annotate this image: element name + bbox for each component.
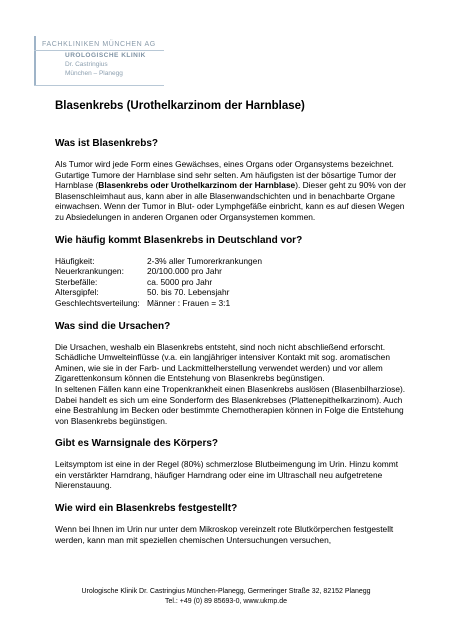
footer-contact: Tel.: +49 (0) 89 85693-0, www.ukmp.de bbox=[165, 597, 287, 605]
section-heading: Wie häufig kommt Blasenkrebs in Deutschland vor? bbox=[55, 234, 303, 246]
section-paragraph: Leitsymptom ist eine in der Regel (80%) schmerzlose Blutbeimengung im Urin. Hinzu kommt ein verstärkter Harndrang, häufiger Harndrang oder eine im Ultraschall neu aufgetretene Nierenstauung. bbox=[55, 459, 399, 491]
clinic-logo bbox=[34, 36, 164, 86]
stats-row bbox=[55, 287, 410, 298]
stats-value: ca. 5000 pro Jahr bbox=[147, 276, 213, 287]
stats-key: Häufigkeit: bbox=[55, 255, 95, 266]
text-span: Als Tumor wird jede Form eines Gewächses, eines Organs oder Organsystems bezeichnet. Gutartige Tumore der Harnblase sind sehr selten. Am häufigsten ist der bösartige Tumor der Harnblase ( bbox=[55, 159, 397, 191]
page-title: Blasenkrebs (Urothelkarzinom der Harnblase) bbox=[55, 100, 305, 112]
logo-bar bbox=[34, 36, 36, 86]
section-paragraph: Die Ursachen, weshalb ein Blasenkrebs entsteht, sind noch nicht abschließend erforscht. Schädliche Umwelteinflüsse (v.a. ein langjähriger intensiver Kontakt mit sog. aromatischen Aminen, wie sie in der Farb- und Lackmittelherstellung verwendet werden) und vor allem Zigarettenkonsum können die Entstehung von Blasenkrebs begünstigen. bbox=[55, 341, 391, 384]
section-paragraph: Wenn bei Ihnen im Urin nur unter dem Mikroskop vereinzelt rote Blutkörperchen festgestellt werden, kann man mit speziellen chemischen Untersuchungen versuchen, bbox=[55, 524, 394, 545]
section-heading: Wie wird ein Blasenkrebs festgestellt? bbox=[55, 503, 238, 515]
stats-row bbox=[55, 298, 410, 309]
section-causes bbox=[55, 321, 410, 427]
section-warning-signs bbox=[55, 438, 410, 491]
section-paragraph bbox=[55, 159, 410, 223]
stats-row bbox=[55, 256, 410, 267]
section-diagnosis bbox=[55, 503, 410, 545]
logo-rule-top bbox=[34, 50, 164, 51]
stats-key: Altersgipfel: bbox=[55, 287, 99, 298]
stats-row bbox=[55, 266, 410, 277]
section-frequency bbox=[55, 235, 410, 309]
stats-value: Männer : Frauen = 3:1 bbox=[147, 297, 231, 308]
section-paragraph: In seltenen Fällen kann eine Tropenkrankheit einen Blasenkrebs auslösen (Blasenbilharziose). Dabei handelt es sich um eine Sonderform des Blasenkrebses (Plattenepithelkarzinom). Auch eine Bestrahlung im Becken oder bestimmte Chemotherapien können in Folge die Entstehung von Blasenkrebs begünstigen. bbox=[55, 383, 406, 426]
bold-term: Blasenkrebs oder Urothelkarzinom der Harnblase bbox=[98, 180, 296, 191]
stats-value: 50. bis 70. Lebensjahr bbox=[147, 287, 230, 298]
text-span: ). Dieser geht zu 90% von der Blasenschleimhaut aus, kann aber in alle Blasenwandschichten und in benachbarte Organe einwachsen. Wenn der Tumor in Blut- oder Lymphgefäße einbricht, kann es auf diesen Wegen zu Absiedelungen in anderen Organen oder Organsystemen kommen. bbox=[55, 180, 406, 222]
page-footer bbox=[0, 587, 452, 606]
logo-clinic: UROLOGISCHE KLINIK bbox=[65, 52, 146, 59]
section-what-is bbox=[55, 138, 410, 223]
stats-key: Sterbefälle: bbox=[55, 276, 98, 287]
section-heading: Was sind die Ursachen? bbox=[55, 320, 171, 332]
stats-row bbox=[55, 277, 410, 288]
stats-value: 2-3% aller Tumorerkrankungen bbox=[147, 255, 262, 266]
section-heading: Was ist Blasenkrebs? bbox=[55, 138, 159, 149]
section-heading: Gibt es Warnsignale des Körpers? bbox=[55, 438, 219, 450]
logo-location: München – Planegg bbox=[65, 70, 123, 77]
footer-address: Urologische Klinik Dr. Castringius München-Planegg, Germeringer Straße 32, 82152 Planegg bbox=[81, 588, 371, 595]
logo-doctor: Dr. Castringius bbox=[65, 61, 108, 68]
document-body bbox=[55, 100, 410, 557]
logo-rule-bottom bbox=[34, 85, 164, 86]
stats-table bbox=[55, 256, 410, 309]
stats-value: 20/100.000 pro Jahr bbox=[147, 266, 222, 277]
stats-key: Neuerkrankungen: bbox=[55, 266, 124, 277]
stats-key: Geschlechtsverteilung: bbox=[55, 297, 140, 308]
logo-company: FACHKLINIKEN MÜNCHEN AG bbox=[42, 41, 156, 48]
